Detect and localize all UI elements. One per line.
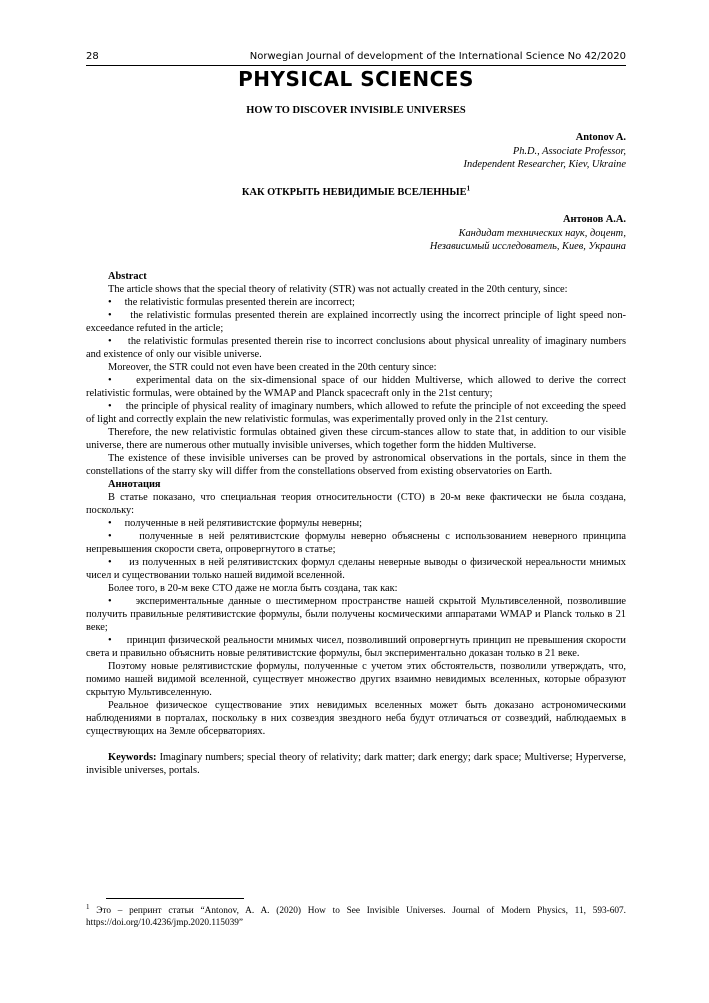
author-degree-en: Ph.D., Associate Professor, (512, 145, 626, 157)
journal-name: Norwegian Journal of development of the International Science No 42/2020 (249, 51, 626, 62)
keywords (86, 751, 626, 777)
annotation-intro: В статье показано, что специальная теория относительности (СТО) в 20-м веке фактически не была создана, поскольку: (86, 492, 626, 516)
abstract-bullet: • the relativistic formulas presented therein are explained incorrectly using the incorrect principle of light speed non-exceedance refuted in the article; (86, 310, 626, 334)
author-block-en (464, 131, 626, 172)
annotation-therefore: Поэтому новые релятивистские формулы, полученные с учетом этих обстоятельств, позволили утверждать, что, помимо нашей видимой вселенной, существует множество других взаимно невидимых вселенных, которые образуют скрытую Мультивселенную. (86, 661, 626, 698)
keywords-text: Imaginary numbers; special theory of relativity; dark matter; dark energy; dark space; Multiverse; Hyperverse, invisible universes, portals. (86, 752, 626, 776)
annotation-bullet: • полученные в ней релятивистские формулы неверно объяснены с использованием неверного принципа непревышения скорости света, опровергнутого в статье; (86, 531, 626, 555)
author-affiliation-en: Independent Researcher, Kiev, Ukraine (463, 159, 626, 170)
annotation-heading: Аннотация (108, 479, 161, 490)
keywords-label: Keywords: (108, 752, 157, 763)
abstract-bullet: • the relativistic formulas presented therein rise to incorrect conclusions about physical unreality of imaginary numbers and existence of only our visible universe. (86, 336, 626, 360)
footnote-rule (106, 898, 244, 899)
annotation-bullet: • из полученных в ней релятивистских формул сделаны неверные выводы о физической нереальности мнимых чисел и существовании только нашей видимой вселенной. (86, 557, 626, 581)
article-title-ru-text: КАК ОТКРЫТЬ НЕВИДИМЫЕ ВСЕЛЕННЫЕ (241, 187, 467, 198)
author-name-en: Antonov A. (575, 132, 626, 143)
abstract-heading: Abstract (108, 271, 147, 282)
annotation-bullet: • полученные в ней релятивистские формулы неверны; (108, 518, 362, 529)
author-block-ru (430, 213, 626, 254)
author-name-ru: Антонов А.А. (563, 214, 626, 225)
article-body (86, 270, 626, 777)
abstract-bullet: • the principle of physical reality of imaginary numbers, which allowed to refute the principle of not exceeding the speed of light and correctly explain the new relativistic formulas, was experimentally proved only in the 21st century. (86, 401, 626, 425)
abstract-therefore: Therefore, the new relativistic formulas obtained given these circum-stances allow to state that, in addition to our visible universe, there are numerous other mutually invisible universes, which together form the hidden Multiverse. (86, 427, 626, 451)
author-degree-ru: Кандидат технических наук, доцент, (458, 227, 626, 239)
annotation-bullet: • экспериментальные данные о шестимерном пространстве нашей скрытой Мультивселенной, позволившие получить правильные релятивистские формулы, были получены космическими аппаратами WMAP и Planck только в 21 веке; (86, 596, 626, 633)
section-title: PHYSICAL SCIENCES (238, 67, 474, 91)
annotation-existence: Реальное физическое существование этих невидимых вселенных может быть доказано астрономическими наблюдениями в порталах, поскольку в них созвездия звездного неба будут отличаться от созвездий, наблюдаемых в существующих на Земле обсерваториях. (86, 700, 626, 737)
article-title-en: HOW TO DISCOVER INVISIBLE UNIVERSES (246, 105, 466, 116)
footnote-number: 1 (86, 902, 90, 911)
annotation-moreover: Более того, в 20-м веке СТО даже не могла быть создана, так как: (108, 583, 398, 594)
abstract-moreover: Moreover, the STR could not even have been created in the 20th century since: (108, 362, 437, 373)
author-affiliation-ru: Независимый исследователь, Киев, Украина (429, 241, 626, 252)
page-number: 28 (86, 51, 99, 62)
abstract-bullet: • the relativistic formulas presented therein are incorrect; (108, 297, 355, 308)
abstract-intro: The article shows that the special theory of relativity (STR) was not actually created in the 20th century, since: (108, 284, 568, 295)
abstract-bullet: • experimental data on the six-dimensional space of our hidden Multiverse, which allowed to derive the correct relativistic formulas, were obtained by the WMAP and Planck spacecraft only in the 21st century; (86, 375, 626, 399)
article-title-ru (86, 186, 626, 199)
footnote-mark: 1 (466, 184, 471, 193)
annotation-bullet: • принцип физической реальности мнимых чисел, позволивший опровергнуть принцип не превышения скорости света и правильно объяснить новые релятивистские формулы, был экспериментально доказан только в 21 веке. (86, 635, 626, 659)
footnote-text: Это – репринт статьи “Antonov, A. A. (2020) How to See Invisible Universes. Journal of Modern Physics, 11, 593-607. https://doi.org/10.4236/jmp.2020.115039” (86, 906, 626, 928)
footnote (86, 902, 626, 929)
abstract-existence: The existence of these invisible universes can be proved by astronomical observations in the portals, since in them the constellations of the starry sky will differ from the constellations observed from existing observatories on Earth. (86, 453, 626, 477)
